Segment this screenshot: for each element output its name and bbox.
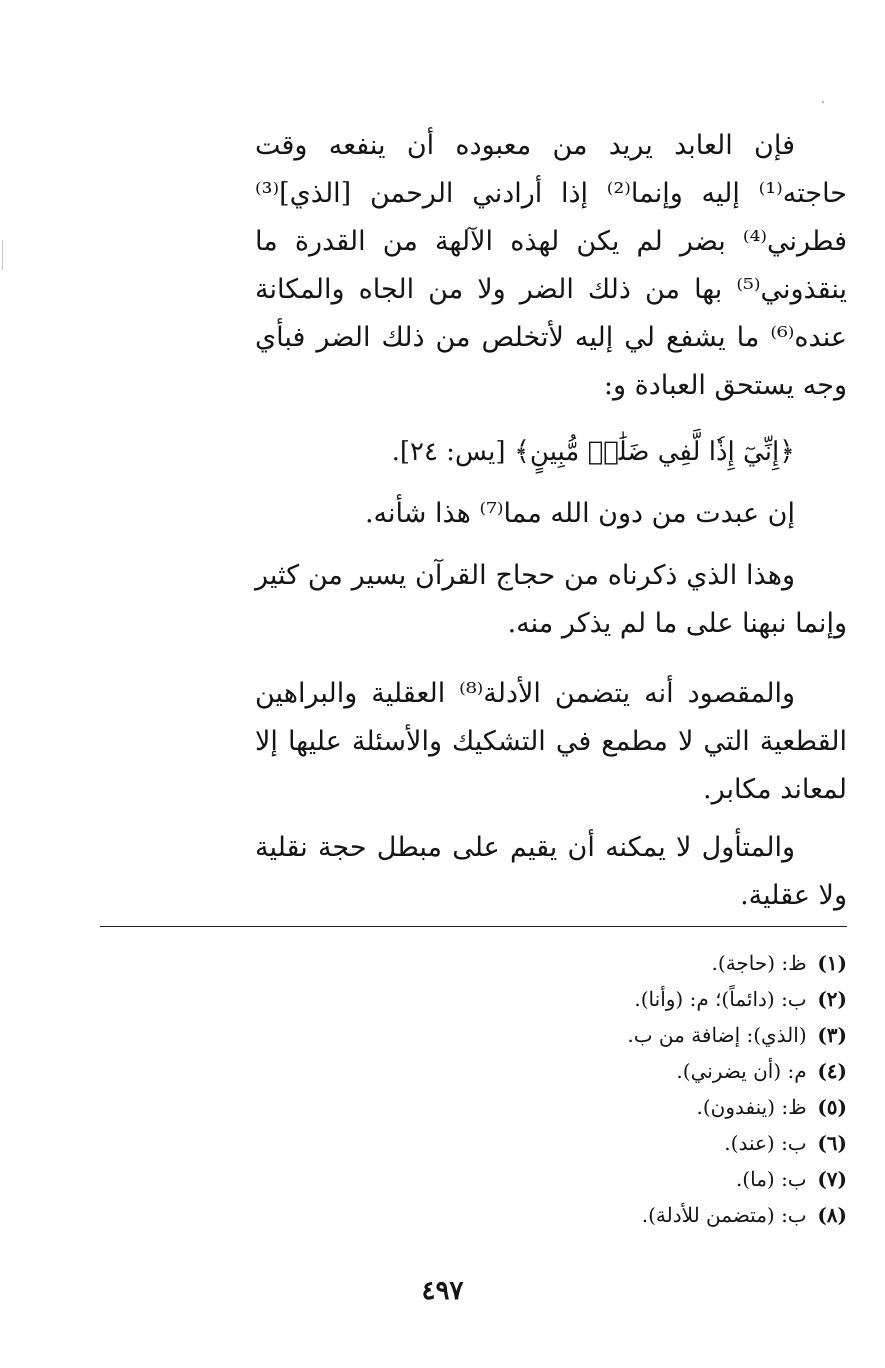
footnote-text: ب: (دائماً)؛ م: (وأنا).	[634, 987, 807, 1011]
footnote-7	[300, 1161, 847, 1197]
footnote-number: (٥)	[817, 1095, 847, 1119]
paragraph-5: والمتأول لا يمكنه أن يقيم على مبطل حجة نقلية ولا عقلية.	[255, 832, 847, 911]
page-number: ٤٩٧	[421, 1276, 464, 1306]
verse-reference: [يس: ٢٤].	[391, 437, 506, 467]
footnote-text: ب: (عند).	[724, 1131, 807, 1155]
paragraph-1: فإن العابد يريد من معبوده أن ينفعه وقت حاجته⁽¹⁾ إليه وإنما⁽²⁾ إذا أرادني الرحمن [الذي]⁽³⁾ فطرني⁽⁴⁾ بضر لم يكن لهذه الآلهة من القدرة ما ينقذوني⁽⁵⁾ بها من ذلك الضر ولا من الجاه والمكانة عنده⁽⁶⁾ ما يشفع لي إليه لأتخلص من ذلك الضر فبأي وجه يستحق العبادة و:	[255, 130, 847, 401]
footnote-2	[300, 981, 847, 1017]
footnote-4	[300, 1053, 847, 1089]
scan-speck	[822, 101, 824, 103]
footnote-text: ب: (متضمن للأدلة).	[641, 1203, 807, 1227]
footnote-number: (٢)	[817, 987, 847, 1011]
footnotes	[300, 945, 847, 1233]
quran-verse	[255, 428, 847, 476]
footnote-number: (٦)	[817, 1131, 847, 1155]
footnote-number: (٣)	[817, 1023, 847, 1047]
footnote-8	[300, 1197, 847, 1233]
footnote-text: م: (أن يضرني).	[676, 1059, 807, 1083]
footnote-number: (١)	[817, 951, 847, 975]
footnote-number: (٤)	[817, 1059, 847, 1083]
footnote-text: (الذي): إضافة من ب.	[627, 1023, 807, 1047]
footnote-number: (٧)	[817, 1167, 847, 1191]
paragraph-2: إن عبدت من دون الله مما⁽⁷⁾ هذا شأنه.	[364, 498, 795, 529]
paragraph-4: والمقصود أنه يتضمن الأدلة⁽⁸⁾ العقلية والبراهين القطعية التي لا مطمع في التشكيك والأسئلة عليها إلا لمعاند مكابر.	[255, 678, 847, 805]
footnote-5	[300, 1089, 847, 1125]
footnote-text: ظ: (ينفدون).	[696, 1095, 807, 1119]
footnote-separator	[100, 926, 847, 927]
paragraph-3: وهذا الذي ذكرناه من حجاج القرآن يسير من كثير وإنما نبهنا على ما لم يذكر منه.	[255, 560, 847, 639]
main-text	[255, 122, 847, 920]
footnote-1	[300, 945, 847, 981]
footnote-number: (٨)	[817, 1203, 847, 1227]
footnote-6	[300, 1125, 847, 1161]
footnote-text: ب: (ما).	[735, 1167, 807, 1191]
footnote-text: ظ: (حاجة).	[711, 951, 807, 975]
footnote-3	[300, 1017, 847, 1053]
scan-edge-mark	[2, 240, 3, 270]
verse-close-bracket: ﴾	[514, 436, 530, 467]
verse-open-bracket: ﴿	[779, 436, 795, 467]
verse-text: إِنِّيٓ إِذٗا لَّفِي ضَلَٰلٖ مُّبِينٍ	[529, 437, 780, 467]
